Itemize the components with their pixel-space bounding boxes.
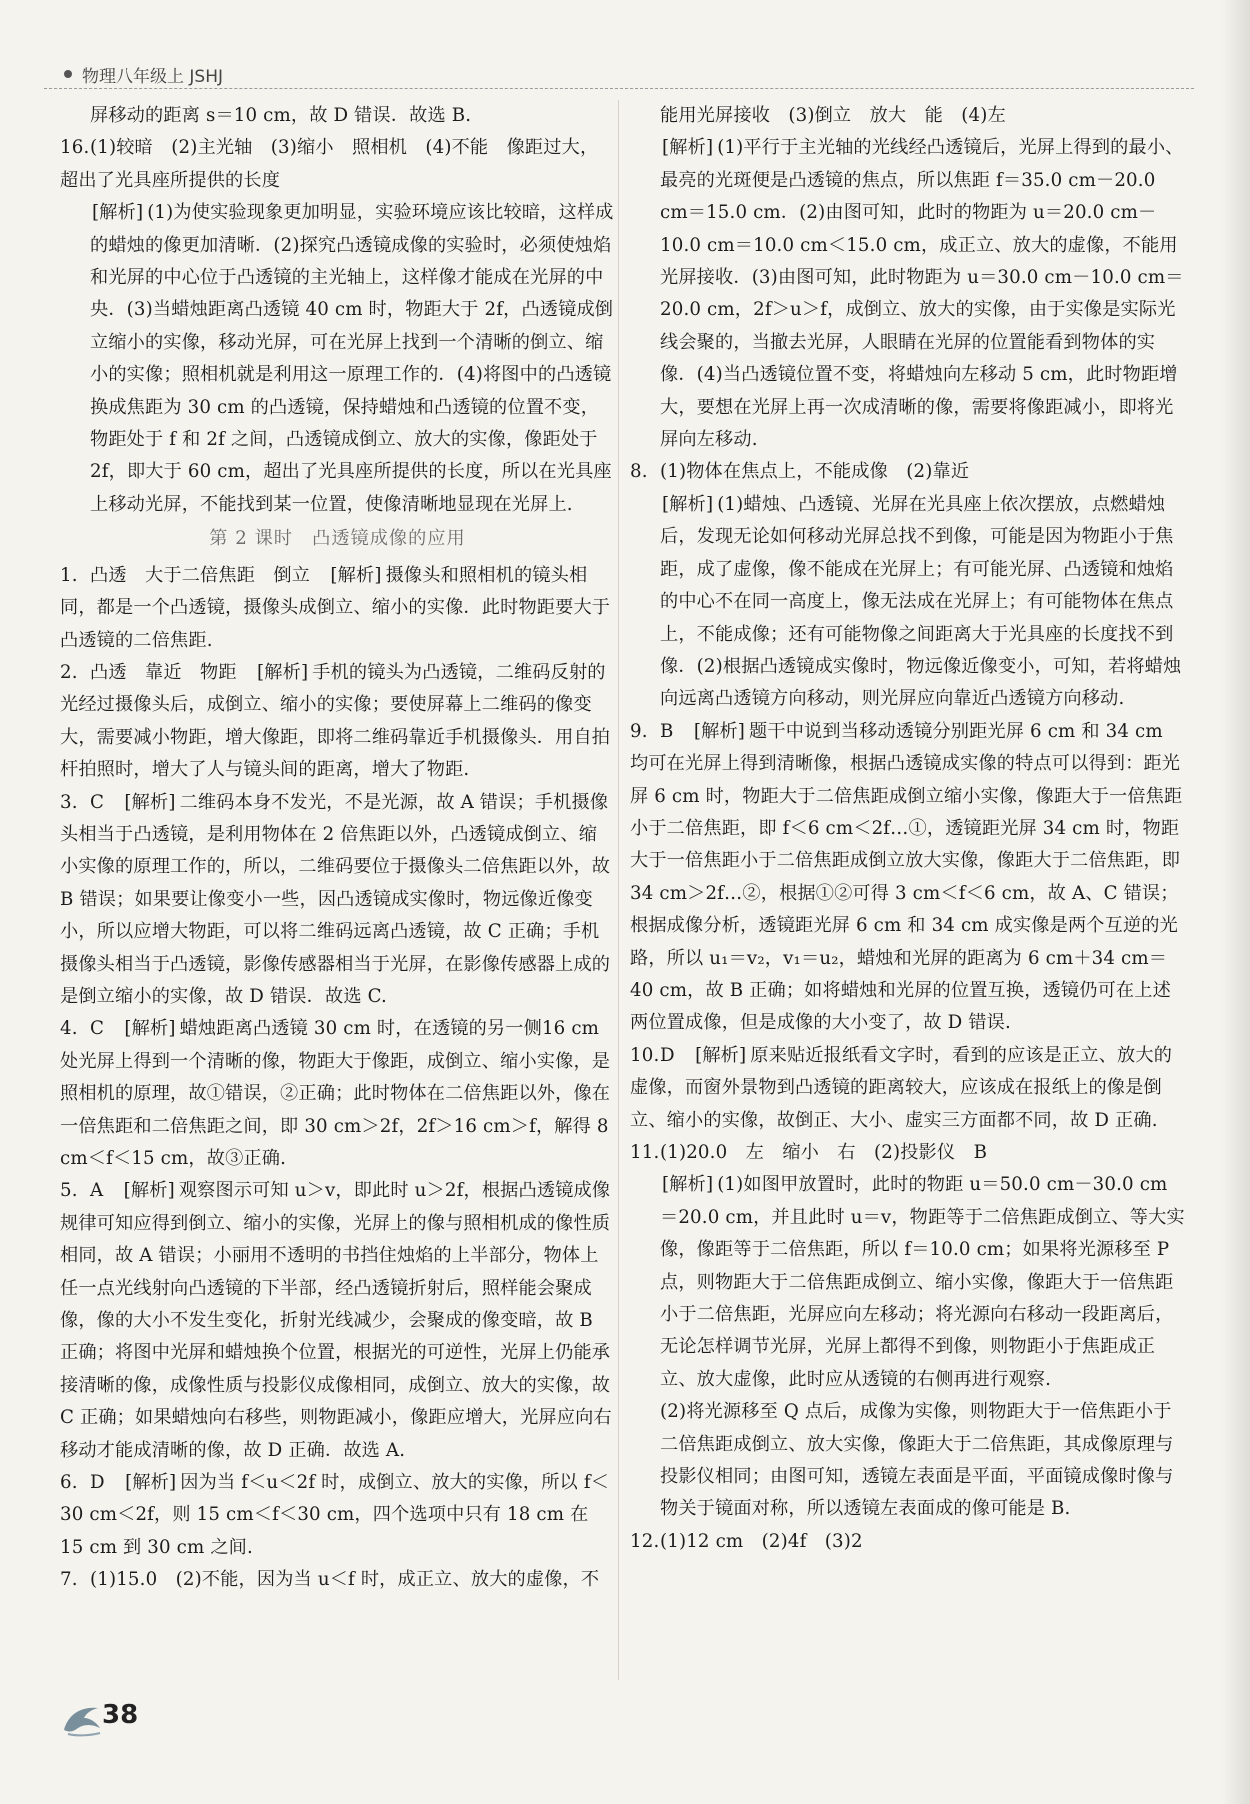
answer-text: (1)物体在焦点上，不能成像 (2)靠近 <box>660 461 970 483</box>
answer-text: 凸透 大于二倍焦距 倒立 <box>90 564 329 586</box>
column-divider <box>618 100 619 1680</box>
continued-text: 能用光屏接收 (3)倒立 放大 能 (4)左 <box>660 105 1006 126</box>
explanation-tag: [ 解析 ] <box>122 787 177 819</box>
item-number: 11. <box>630 1142 660 1163</box>
explanation-text: (1)平行于主光轴的光线经凸透镜后，光屏上得到的最小、最亮的光斑便是凸透镜的焦点，所以焦距 f＝35.0 cm－20.0 cm＝15.0 cm．(2)由图可知，此时的物距为 u＝20.0 cm－10.0 cm＝10.0 cm＜15.0 cm，成正立、放大的虚像，不能用光屏接收．(3)由图可知，此时物距为 u＝30.0 cm－10.0 cm＝20.0 cm，2f＞u＞f，成倒立、放大的实像，由于实像是实际光线会聚的，当撤去光屏，人眼睛在光屏的位置能看到物体的实像．(4)当凸透镜位置不变，将蜡烛向左移动 5 cm，此时物距增大，要想在光屏上再一次成清晰的像，需要将像距减小，即将光屏向左移动. <box>660 137 1184 451</box>
explanation-tag: [ 解析 ] <box>692 716 747 748</box>
answer-item <box>630 716 1185 1040</box>
page-header <box>44 60 1194 89</box>
explanation <box>60 197 615 521</box>
answer-item <box>60 1013 615 1175</box>
explanation <box>630 1169 1185 1396</box>
item-number: 7. <box>60 1569 78 1591</box>
explanation-text: 题干中说到当移动透镜分别距光屏 6 cm 和 34 cm 均可在光屏上得到清晰像，根据凸透镜成实像的特点可以得到：距光屏 6 cm 时，物距大于二倍焦距成倒立缩小实像，像距大于一倍焦距小于二倍焦距，即 f＜6 cm＜2f…①，透镜距光屏 34 cm 时，物距大于一倍焦距小于二倍焦距成倒立放大实像，像距大于二倍焦距，即 34 cm＞2f…②，根据①②可得 3 cm＜f＜6 cm，故 A、C 错误；根据成像分析，透镜距光屏 6 cm 和 34 cm 成实像是两个互逆的光路，所以 u₁＝v₂，v₁＝u₂，蜡烛和光屏的距离为 6 cm＋34 cm＝40 cm，故 B 正确；如将蜡烛和光屏的位置互换，透镜仍可在上述两位置成像，但是成像的大小变了，故 D 错误. <box>630 720 1183 1034</box>
answer-item <box>630 1040 1185 1137</box>
answer-text: (1)20.0 左 缩小 右 (2)投影仪 B <box>660 1142 988 1163</box>
explanation-text: 摄像头和照相机的镜头相同，都是一个凸透镜，摄像头成倒立、缩小的实像．此时物距要大于凸透镜的二倍焦距. <box>60 564 611 651</box>
answer-text: B <box>660 720 692 742</box>
explanation-tag: [ 解析 ] <box>123 1467 178 1499</box>
answer-text: C <box>90 1018 123 1040</box>
answer-text: A <box>90 1180 122 1202</box>
explanation-text: 手机的镜头为凸透镜，二维码反射的光经过摄像头后，成倒立、缩小的实像；要使屏幕上二维码的像变大，需要减小物距，增大像距，即将二维码靠近手机摄像头．用自拍杆拍照时，增大了人与镜头间的距离，增大了物距. <box>60 661 611 781</box>
answer-item <box>60 787 615 1014</box>
explanation-tag: [ 解析 ] <box>328 560 383 592</box>
explanation-tag: [ 解析 ] <box>122 1013 177 1045</box>
explanation <box>630 132 1185 456</box>
answer-item <box>60 1175 615 1467</box>
explanation-text: (1)蜡烛、凸透镜、光屏在光具座上依次摆放，点燃蜡烛后，发现无论如何移动光屏总找不到像，可能是因为物距小于焦距，成了虚像，像不能成在光屏上；有可能光屏、凸透镜和烛焰的中心不在同一高度上，像无法成在光屏上；有可能物体在焦点上，不能成像；还有可能物像之间距离大于光具座的长度找不到像．(2)根据凸透镜成实像时，物远像近像变小，可知，若将蜡烛向远离凸透镜方向移动，则光屏应向靠近凸透镜方向移动. <box>660 493 1182 710</box>
item-number: 16. <box>60 137 90 159</box>
item-number: 3. <box>60 791 78 813</box>
explanation-tag: [ 解析 ] <box>660 1169 715 1201</box>
page-edge-shadow <box>1222 0 1250 1804</box>
bullet-icon <box>64 70 72 78</box>
header-title: 物理八年级上 JSHJ <box>82 67 224 87</box>
answer-text: D <box>90 1472 124 1494</box>
answer-item <box>60 657 615 787</box>
item-number: 2. <box>60 661 78 683</box>
explanation-tag: [ 解析 ] <box>660 132 715 164</box>
explanation-text: (1)为使实验现象更加明显，实验环境应该比较暗，这样成的蜡烛的像更加清晰．(2)探究凸透镜成像的实验时，必须使烛焰和光屏的中心位于凸透镜的主光轴上，这样像才能成在光屏的中央．(3)当蜡烛距离凸透镜 40 cm 时，物距大于 2f，凸透镜成倒立缩小的实像，移动光屏，可在光屏上找到一个清晰的倒立、缩小的实像；照相机就是利用这一原理工作的．(4)将图中的凸透镜换成焦距为 30 cm 的凸透镜，保持蜡烛和凸透镜的位置不变，物距处于 f 和 2f 之间，凸透镜成倒立、放大的实像，像距处于 2f，即大于 60 cm，超出了光具座所提供的长度，所以在光具座上移动光屏，不能找到某一位置，使像清晰地显现在光屏上. <box>90 202 614 515</box>
item-number: 9. <box>630 720 648 742</box>
item-number: 10. <box>630 1044 660 1066</box>
answer-item <box>60 1564 615 1596</box>
explanation-text: 原来贴近报纸看文字时，看到的应该是正立、放大的虚像，而窗外景物到凸透镜的距离较大，应该成在报纸上的像是倒立、缩小的实像，故倒正、大小、虚实三方面都不同，故 D 正确. <box>630 1044 1173 1131</box>
answer-text: (1)12 cm (2)4f (3)2 <box>660 1530 863 1552</box>
item-number: 6. <box>60 1472 78 1494</box>
answer-item <box>630 456 1185 488</box>
answer-item <box>60 1467 615 1564</box>
continued-text: 屏移动的距离 s＝10 cm，故 D 错误．故选 B. <box>90 105 472 126</box>
item-number: 1. <box>60 564 78 586</box>
explanation-tag: [ 解析 ] <box>122 1175 177 1207</box>
left-column <box>60 100 615 1597</box>
explanation <box>630 489 1185 716</box>
explanation-continued: (2)将光源移至 Q 点后，成像为实像，则物距大于一倍焦距小于二倍焦距成倒立、放大实像，像距大于二倍焦距，其成像原理与投影仪相同；由图可知，透镜左表面是平面，平面镜成像时像与物关于镜面对称，所以透镜左表面成的像可能是 B. <box>660 1401 1174 1520</box>
dolphin-icon <box>60 1700 104 1738</box>
answer-item <box>60 132 615 197</box>
item-number: 5. <box>60 1180 78 1202</box>
answer-text: (1)较暗 (2)主光轴 (3)缩小 照相机 (4)不能 像距过大，超出了光具座所提供的长度 <box>60 137 599 191</box>
explanation-tag: [ 解析 ] <box>90 197 145 229</box>
explanation-tag: [ 解析 ] <box>693 1040 748 1072</box>
answer-text: (1)15.0 (2)不能，因为当 u＜f 时，成正立、放大的虚像，不 <box>90 1569 600 1591</box>
item-number: 12. <box>630 1530 660 1552</box>
explanation-text: (1)如图甲放置时，此时的物距 u＝50.0 cm－30.0 cm＝20.0 cm，并且此时 u＝v，物距等于二倍焦距成倒立、等大实像，像距等于二倍焦距，所以 f＝10.0 cm；如果将光源移至 P 点，则物距大于二倍焦距成倒立、缩小实像，像距大于一倍焦距小于二倍焦距，光屏应向左移动；将光源向右移动一段距离后，无论怎样调节光屏，光屏上都得不到像，则物距小于焦距成正立、放大虚像，此时应从透镜的右侧再进行观察. <box>660 1174 1185 1390</box>
right-column <box>630 100 1185 1558</box>
answer-item <box>630 1137 1185 1169</box>
explanation-text: 蜡烛距离凸透镜 30 cm 时，在透镜的另一侧16 cm 处光屏上得到一个清晰的像，物距大于像距，成倒立、缩小实像，是照相机的原理，故①错误，②正确；此时物体在二倍焦距以外，像在一倍焦距和二倍焦距之间，即 30 cm＞2f，2f＞16 cm＞f，解得 8 cm＜f＜15 cm，故③正确. <box>60 1018 611 1169</box>
explanation-text: 观察图示可知 u＞v，即此时 u＞2f，根据凸透镜成像规律可知应得到倒立、缩小的实像，光屏上的像与照相机成的像性质相同，故 A 错误；小丽用不透明的书挡住烛焰的上半部分，物体上任一点光线射向凸透镜的下半部，经凸透镜折射后，照样能会聚成像，像的大小不发生变化，折射光线减少，会聚成的像变暗，故 B 正确；将图中光屏和蜡烛换个位置，根据光的可逆性，光屏上仍能承接清晰的像，成像性质与投影仪成像相同，成倒立、放大的实像，故 C 正确；如果蜡烛向右移些，则物距减小，像距应增大，光屏应向右移动才能成清晰的像，故 D 正确．故选 A. <box>60 1180 612 1461</box>
answer-text: C <box>90 791 123 813</box>
explanation-text: 因为当 f＜u＜2f 时，成倒立、放大的实像，所以 f＜30 cm＜2f，则 15 cm＜f＜30 cm，四个选项中只有 18 cm 在 15 cm 到 30 cm 之间. <box>60 1472 610 1558</box>
section-title: 第 2 课时 凸透镜成像的应用 <box>209 528 466 550</box>
page-number: 38 <box>102 1700 139 1730</box>
answer-text: D <box>660 1044 694 1066</box>
item-number: 4. <box>60 1018 78 1040</box>
explanation-text: 二维码本身不发光，不是光源，故 A 错误；手机摄像头相当于凸透镜，是利用物体在 2 倍焦距以外，凸透镜成倒立、缩小实像的原理工作的，所以，二维码要位于摄像头二倍焦距以外，故 B 错误；如果要让像变小一些，因凸透镜成实像时，物远像近像变小，所以应增大物距，可以将二维码远离凸透镜，故 C 正确；手机摄像头相当于凸透镜，影像传感器相当于光屏，在影像传感器上成的是倒立缩小的实像，故 D 错误．故选 C. <box>60 791 611 1007</box>
answer-text: 凸透 靠近 物距 <box>90 661 256 683</box>
explanation-tag: [ 解析 ] <box>255 657 310 689</box>
answer-item <box>60 560 615 657</box>
explanation-tag: [ 解析 ] <box>660 489 715 521</box>
answer-item <box>630 1526 1185 1558</box>
item-number: 8. <box>630 461 648 483</box>
